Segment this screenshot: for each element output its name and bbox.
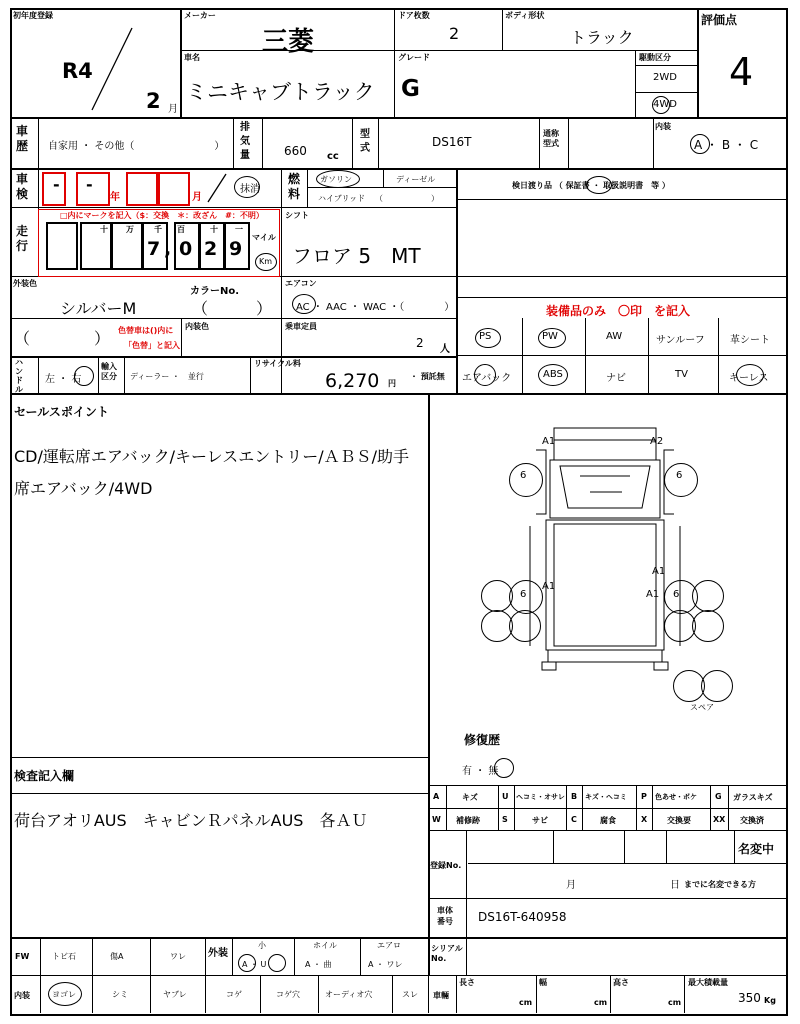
col-divider xyxy=(635,50,636,118)
mileage-digit: 9 xyxy=(229,238,243,260)
row-divider xyxy=(10,117,786,119)
row-divider xyxy=(456,199,786,200)
slash-mark xyxy=(86,26,136,114)
exterior-value: A ・ U xyxy=(242,960,267,969)
fuel-label: 燃料 xyxy=(288,172,301,201)
mileage-label: 走行 xyxy=(16,224,29,253)
equipment-keyless: キーレス xyxy=(729,373,769,384)
col-divider xyxy=(181,318,182,356)
legend-code: X xyxy=(641,815,648,824)
col-divider xyxy=(180,8,182,118)
row-divider xyxy=(10,393,786,395)
car-name-label: 車名 xyxy=(184,53,200,62)
dash: - xyxy=(53,175,60,194)
selected-circle xyxy=(475,328,501,348)
max-load-value: 350 xyxy=(738,991,761,1005)
vin-label: 車体番号 xyxy=(437,906,453,926)
aero-label: エアロ xyxy=(377,941,401,950)
legend-text: 補修跡 xyxy=(456,816,480,825)
recycle-label: リサイクル料 xyxy=(254,359,301,368)
mileage-unit-mile: マイル xyxy=(252,233,276,242)
recycle-deposit: ・ 預託無 xyxy=(410,372,445,381)
recycle-value: 6,270 xyxy=(325,370,380,392)
digit-box xyxy=(46,222,78,270)
row-divider xyxy=(636,92,697,93)
col-divider xyxy=(98,356,99,393)
grade-label: グレード xyxy=(398,53,430,62)
selected-circle xyxy=(494,758,514,778)
col-divider xyxy=(585,318,586,393)
col-divider xyxy=(378,118,379,168)
col-divider xyxy=(697,8,699,118)
inspection-notes-text: 荷台アオリAUS キャビンＲパネルAUS 各ＡＵ xyxy=(14,811,368,830)
interior-row-label: 内装 xyxy=(14,991,30,1000)
equipment-navi: ナビ xyxy=(606,373,626,384)
import-label: 輸入区分 xyxy=(101,362,117,381)
displacement-unit: cc xyxy=(327,151,339,162)
tire-mark: 6 xyxy=(673,589,680,600)
tire-circle xyxy=(509,610,541,642)
grade-score-label: 評価点 xyxy=(701,13,738,27)
handle-value: 左 ・ 右 xyxy=(45,374,82,385)
row-divider xyxy=(10,793,428,794)
selected-circle xyxy=(48,982,82,1006)
inspection-year-box xyxy=(76,172,110,206)
tire-mark: 6 xyxy=(520,470,527,481)
interior-item: スレ xyxy=(402,990,418,999)
fw-item: トビ石 xyxy=(52,952,76,961)
fuel-diesel: ディーゼル xyxy=(396,175,436,184)
color-no-label: カラーNo. xyxy=(190,286,240,297)
interior-item: オーディオ穴 xyxy=(325,990,373,999)
shift-value: フロア 5 MT xyxy=(292,244,421,268)
registration-year: R4 xyxy=(62,59,93,83)
mileage-comma: , xyxy=(164,238,172,260)
cm-unit: cm xyxy=(668,998,682,1007)
selected-circle xyxy=(292,294,316,314)
displacement-value: 660 xyxy=(284,144,307,158)
legend-text: 交換済 xyxy=(740,816,764,825)
slash-mark xyxy=(202,172,232,204)
selected-circle xyxy=(238,954,256,972)
inspection-label: 車検 xyxy=(16,172,29,201)
import-value: ディーラー ・ 並行 xyxy=(130,372,204,381)
interior-item: ヤブレ xyxy=(163,990,187,999)
history-label: 車歴 xyxy=(16,124,29,153)
tire-circle xyxy=(692,580,724,612)
row-divider xyxy=(636,65,697,66)
row-divider xyxy=(428,785,786,786)
repair-value: 有 ・ 無 xyxy=(462,766,499,777)
row-divider xyxy=(10,937,786,939)
legend-text: ヘコミ・オサレ xyxy=(516,793,565,801)
mileage-digit: 2 xyxy=(204,238,218,260)
digit-unit: 一 xyxy=(235,225,243,234)
body-type-label: ボディ形状 xyxy=(505,11,545,20)
legend-code: A xyxy=(433,792,440,801)
inspection-month-box xyxy=(158,172,190,206)
interior-grade-label: 内装 xyxy=(655,122,671,131)
car-name-value: ミニキャブトラック xyxy=(186,80,375,104)
tire-circle xyxy=(481,580,513,612)
col-divider xyxy=(250,356,251,393)
vin-value: DS16T-640958 xyxy=(478,910,567,924)
fuel-hybrid: ハイブリッド xyxy=(318,194,366,203)
registration-month: 2 xyxy=(146,89,161,113)
selected-circle xyxy=(736,364,764,386)
doors-value: 2 xyxy=(449,24,460,43)
length-label: 長さ xyxy=(459,978,475,987)
damage-mark: A1 xyxy=(542,581,556,592)
legend-code: G xyxy=(715,792,722,801)
grade-score-value: 4 xyxy=(729,50,754,94)
common-model-label: 通称型式 xyxy=(543,129,559,148)
row-divider xyxy=(456,297,786,298)
tire-mark: 6 xyxy=(676,470,683,481)
docs-label: 検日渡り品 （ 保証書 ・ 取扱説明書 等 ） xyxy=(512,181,670,190)
exterior-color-value: シルバーM xyxy=(60,299,137,318)
year-unit: 年 xyxy=(110,192,120,203)
selected-circle xyxy=(74,366,94,386)
name-change-day: 日 xyxy=(670,880,680,891)
interior-item: コゲ穴 xyxy=(276,990,300,999)
fuel-paren: （ ） xyxy=(375,194,439,203)
fw-item: ワレ xyxy=(170,952,186,961)
col-divider xyxy=(718,318,719,393)
maker-label: メーカー xyxy=(184,11,216,20)
capacity-value: 2 xyxy=(416,336,424,350)
drive-option-4wd: 4WD xyxy=(653,99,677,110)
sales-point-text: CD/運転席エアバック/キーレスエントリー/ＡＢＳ/助手 xyxy=(14,447,409,466)
col-divider xyxy=(262,118,263,168)
sales-point-label: セールスポイント xyxy=(14,405,109,419)
row-divider xyxy=(10,168,786,170)
sales-point-text: 席エアバック/4WD xyxy=(14,479,153,498)
legend-code: P xyxy=(641,792,647,801)
displacement-label: 排気量 xyxy=(240,122,250,161)
cm-unit: cm xyxy=(519,998,533,1007)
legend-text: ガラスキズ xyxy=(733,793,773,802)
wheel-label: ホイル xyxy=(313,941,337,950)
selected-circle xyxy=(474,364,496,386)
inspection-expired: 抹消 xyxy=(240,184,260,195)
col-divider xyxy=(568,118,569,168)
interior-item: コゲ xyxy=(226,990,242,999)
row-divider xyxy=(428,898,786,899)
col-divider xyxy=(352,118,353,168)
damage-mark: A1 xyxy=(646,589,660,600)
grade-value: G xyxy=(401,76,420,102)
max-load-label: 最大積載量 xyxy=(688,978,728,987)
color-paren: （ ） xyxy=(14,329,111,348)
legend-text: キズ・ヘコミ xyxy=(585,793,627,801)
height-label: 高さ xyxy=(613,978,629,987)
selected-circle xyxy=(652,96,670,114)
history-value: 自家用 ・ その他（ ） xyxy=(48,141,225,152)
fw-label: FW xyxy=(15,952,30,961)
digit-unit: 十 xyxy=(100,225,108,234)
col-divider xyxy=(124,356,125,393)
recycle-unit: 円 xyxy=(388,379,396,388)
row-divider xyxy=(428,808,786,809)
row-divider xyxy=(10,356,456,358)
digit-unit: 千 xyxy=(154,225,162,234)
equipment-leather: 革シート xyxy=(730,335,770,346)
col-divider xyxy=(653,118,654,168)
equipment-title: 装備品のみ 〇印 を記入 xyxy=(546,304,691,318)
color-change-note: 色替車は()内に xyxy=(118,326,174,335)
mileage-digit: 7 xyxy=(147,238,161,260)
body-type-value: トラック xyxy=(570,28,634,47)
mileage-unit-km: Km xyxy=(259,257,273,266)
model-label: 型式 xyxy=(360,129,370,154)
aircon-value: AC ・ AAC ・ WAC ・（ ） xyxy=(296,302,455,313)
legend-code: S xyxy=(502,815,508,824)
legend-text: キズ xyxy=(462,793,478,802)
registration-no-label: 登録No. xyxy=(430,861,462,870)
legend-code: W xyxy=(432,815,441,824)
name-change-value: 名変中 xyxy=(738,842,775,856)
digit-unit: 十 xyxy=(210,225,218,234)
interior-item: シミ xyxy=(112,990,128,999)
row-divider xyxy=(10,207,456,208)
aero-value: A ・ ワレ xyxy=(368,960,403,969)
row-divider xyxy=(428,830,786,831)
row-divider xyxy=(10,975,786,976)
doors-label: ドア枚数 xyxy=(398,11,430,20)
exterior-small: 小 xyxy=(258,941,266,950)
maker-value: 三菱 xyxy=(262,27,315,57)
dash: - xyxy=(86,175,93,194)
col-divider xyxy=(394,8,395,118)
repair-label: 修復歴 xyxy=(464,733,501,747)
col-divider xyxy=(456,168,458,393)
mileage-digit: 0 xyxy=(179,238,193,260)
capacity-label: 乗車定員 xyxy=(285,322,317,331)
exterior-label: 外装 xyxy=(208,948,228,959)
legend-code: B xyxy=(571,792,578,801)
tire-circle xyxy=(692,610,724,642)
selected-circle xyxy=(538,364,568,386)
damage-mark: A1 xyxy=(542,436,556,447)
legend-code: U xyxy=(502,792,509,801)
mileage-note: □内にマークを記入（$：交換 ＊：改ざん #：不明） xyxy=(60,211,264,220)
equipment-airbag: エアバック xyxy=(462,373,512,384)
equipment-ps: PS xyxy=(479,331,492,342)
fuel-gasoline: ガソリン xyxy=(320,175,352,184)
selected-circle xyxy=(586,176,612,194)
color-change-note: 「色替」と記入 xyxy=(124,341,180,350)
equipment-aw: AW xyxy=(606,331,623,342)
registration-month-unit: 月 xyxy=(168,104,178,115)
col-divider xyxy=(281,168,282,318)
color-no-value: （ ） xyxy=(192,299,273,318)
row-divider xyxy=(180,50,698,51)
drive-option-2wd: 2WD xyxy=(653,72,677,83)
interior-color-label: 内装色 xyxy=(185,322,209,331)
equipment-pw: PW xyxy=(542,331,558,342)
interior-item: ヨゴレ xyxy=(52,990,76,999)
cm-unit: cm xyxy=(594,998,608,1007)
spare-tire-circle xyxy=(701,670,733,702)
serial-label: シリアルNo. xyxy=(431,944,463,963)
col-divider xyxy=(281,318,282,393)
legend-text: 色あせ・ボケ xyxy=(655,793,697,801)
wheel-value: A ・ 曲 xyxy=(305,960,332,969)
model-value: DS16T xyxy=(432,135,472,149)
col-divider xyxy=(539,118,540,168)
col-divider xyxy=(38,356,39,393)
row-divider xyxy=(468,863,786,864)
damage-mark: A2 xyxy=(650,436,664,447)
inspection-month-box xyxy=(126,172,158,206)
spare-label: スペア xyxy=(690,703,714,712)
month-unit: 月 xyxy=(192,192,202,203)
shift-label: シフト xyxy=(285,211,309,220)
digit-unit: 百 xyxy=(177,225,185,234)
drive-label: 駆動区分 xyxy=(639,53,671,62)
selected-circle xyxy=(234,176,260,198)
handle-label: ハンドル xyxy=(15,358,23,394)
name-change-month: 月 xyxy=(566,880,576,891)
equipment-abs: ABS xyxy=(543,369,563,380)
equipment-tv: TV xyxy=(675,369,688,380)
col-divider xyxy=(648,318,649,393)
interior-grade-value: A ・ B ・ C xyxy=(694,138,759,152)
selected-circle xyxy=(690,134,710,154)
damage-mark: A1 xyxy=(652,566,666,577)
row-divider xyxy=(456,355,786,356)
selected-circle xyxy=(316,170,360,188)
size-label: 車輛 xyxy=(433,991,449,1000)
legend-text: 交換要 xyxy=(667,816,691,825)
col-divider xyxy=(502,8,503,50)
capacity-unit: 人 xyxy=(440,344,450,355)
legend-text: 腐食 xyxy=(600,816,616,825)
legend-text: サビ xyxy=(532,816,548,825)
selected-circle xyxy=(538,328,566,348)
equipment-sunroof: サンルーフ xyxy=(656,335,705,346)
tire-mark: 6 xyxy=(520,589,527,600)
registration-label: 初年度登録 xyxy=(13,11,53,20)
legend-code: XX xyxy=(713,815,726,824)
legend-code: C xyxy=(571,815,577,824)
digit-unit: 万 xyxy=(126,225,134,234)
kg-unit: Kg xyxy=(764,996,776,1005)
row-divider xyxy=(10,757,428,758)
exterior-color-label: 外装色 xyxy=(13,279,37,288)
aircon-label: エアコン xyxy=(285,279,317,288)
inspection-notes-label: 検査記入欄 xyxy=(14,769,75,783)
fw-item: 傷A xyxy=(110,952,124,961)
col-divider xyxy=(38,118,39,168)
col-divider xyxy=(383,168,384,187)
width-label: 幅 xyxy=(539,978,547,987)
selected-circle xyxy=(268,954,286,972)
col-divider xyxy=(522,318,523,393)
col-divider xyxy=(233,118,234,168)
selected-circle xyxy=(255,253,277,271)
name-change-note: までに名変できる方 xyxy=(684,880,756,889)
